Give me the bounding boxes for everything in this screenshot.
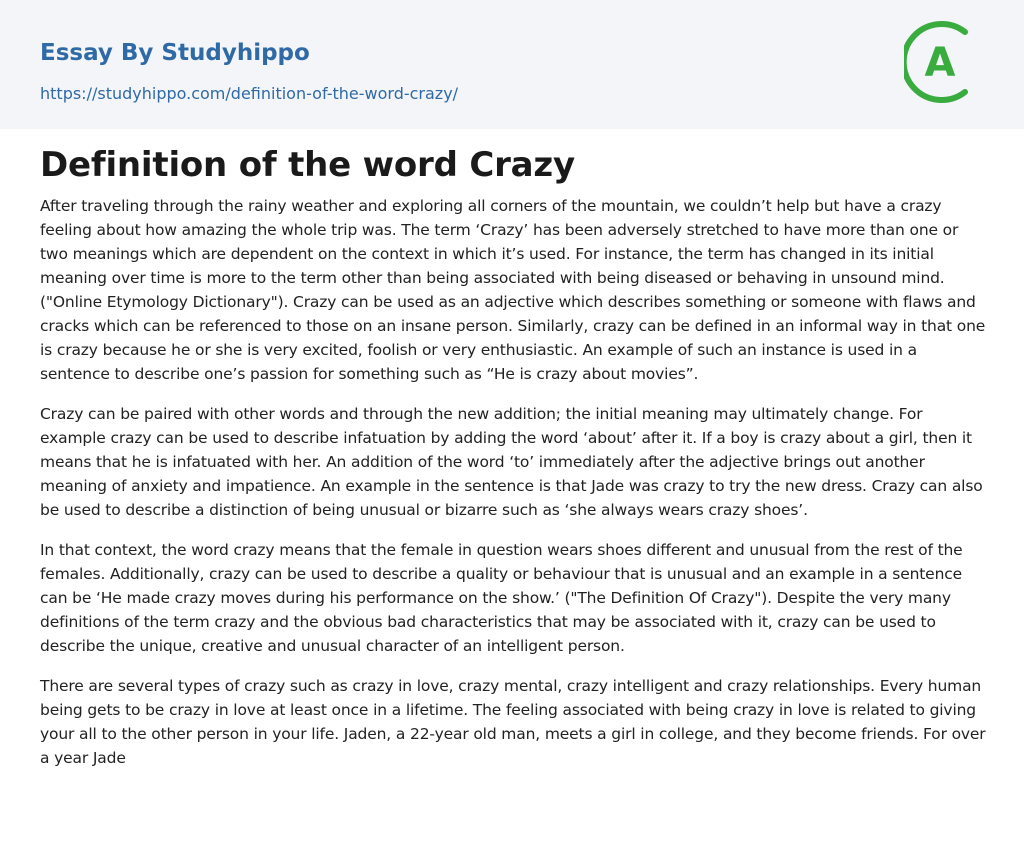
site-header — [0, 0, 1024, 129]
logo-letter: A — [924, 40, 956, 86]
essay-paragraph: There are several types of crazy such as crazy in love, crazy mental, crazy intelligent and crazy relationships. Every human being gets to be crazy in love at least once in a lifetime. The feeling associated with being crazy in love is related to giving your all to the other person in your life. Jaden, a 22-year old man, meets a girl in college, and they become friends. For over a year Jade — [40, 677, 986, 767]
site-brand[interactable]: Essay By Studyhippo — [40, 40, 310, 66]
essay-title: Definition of the word Crazy — [40, 145, 575, 185]
essay-body — [40, 194, 986, 786]
source-url-link[interactable]: https://studyhippo.com/definition-of-the-word-crazy/ — [40, 84, 459, 103]
essay-paragraph: After traveling through the rainy weather and exploring all corners of the mountain, we couldn’t help but have a crazy feeling about how amazing the whole trip was. The term ‘Crazy’ has been adversely stretched to have more than one or two meanings which are dependent on the context in which it’s used. For instance, the term has changed in its initial meaning over time is more to the term other than being associated with being diseased or behaving in unsound mind. ("Online Etymology Dictionary"). Crazy can be used as an adjective which describes something or someone with flaws and cracks which can be referenced to those on an insane person. Similarly, crazy can be defined in an informal way in that one is crazy because he or she is very excited, foolish or very enthusiastic. An example of such an instance is used in a sentence to describe one’s passion for something such as “He is crazy about movies”. — [40, 197, 986, 383]
essay-paragraph: In that context, the word crazy means that the female in question wears shoes different and unusual from the rest of the females. Additionally, crazy can be used to describe a quality or behaviour that is unusual and an example in a sentence can be ‘He made crazy moves during his performance on the show.’ ("The Definition Of Crazy"). Despite the very many definitions of the term crazy and the obvious bad characteristics that may be associated with it, crazy can be used to describe the unique, creative and unusual character of an intelligent person. — [40, 541, 963, 655]
essay-paragraph: Crazy can be paired with other words and through the new addition; the initial meaning may ultimately change. For example crazy can be used to describe infatuation by adding the word ‘about’ after it. If a boy is crazy about a girl, then it means that he is infatuated with her. An addition of the word ‘to’ immediately after the adjective brings out another meaning of anxiety and impatience. An example in the sentence is that Jade was crazy to try the new dress. Crazy can also be used to describe a distinction of being unusual or bizarre such as ‘she always wears crazy shoes’. — [40, 405, 983, 519]
studyhippo-a-logo-icon[interactable] — [904, 18, 988, 106]
